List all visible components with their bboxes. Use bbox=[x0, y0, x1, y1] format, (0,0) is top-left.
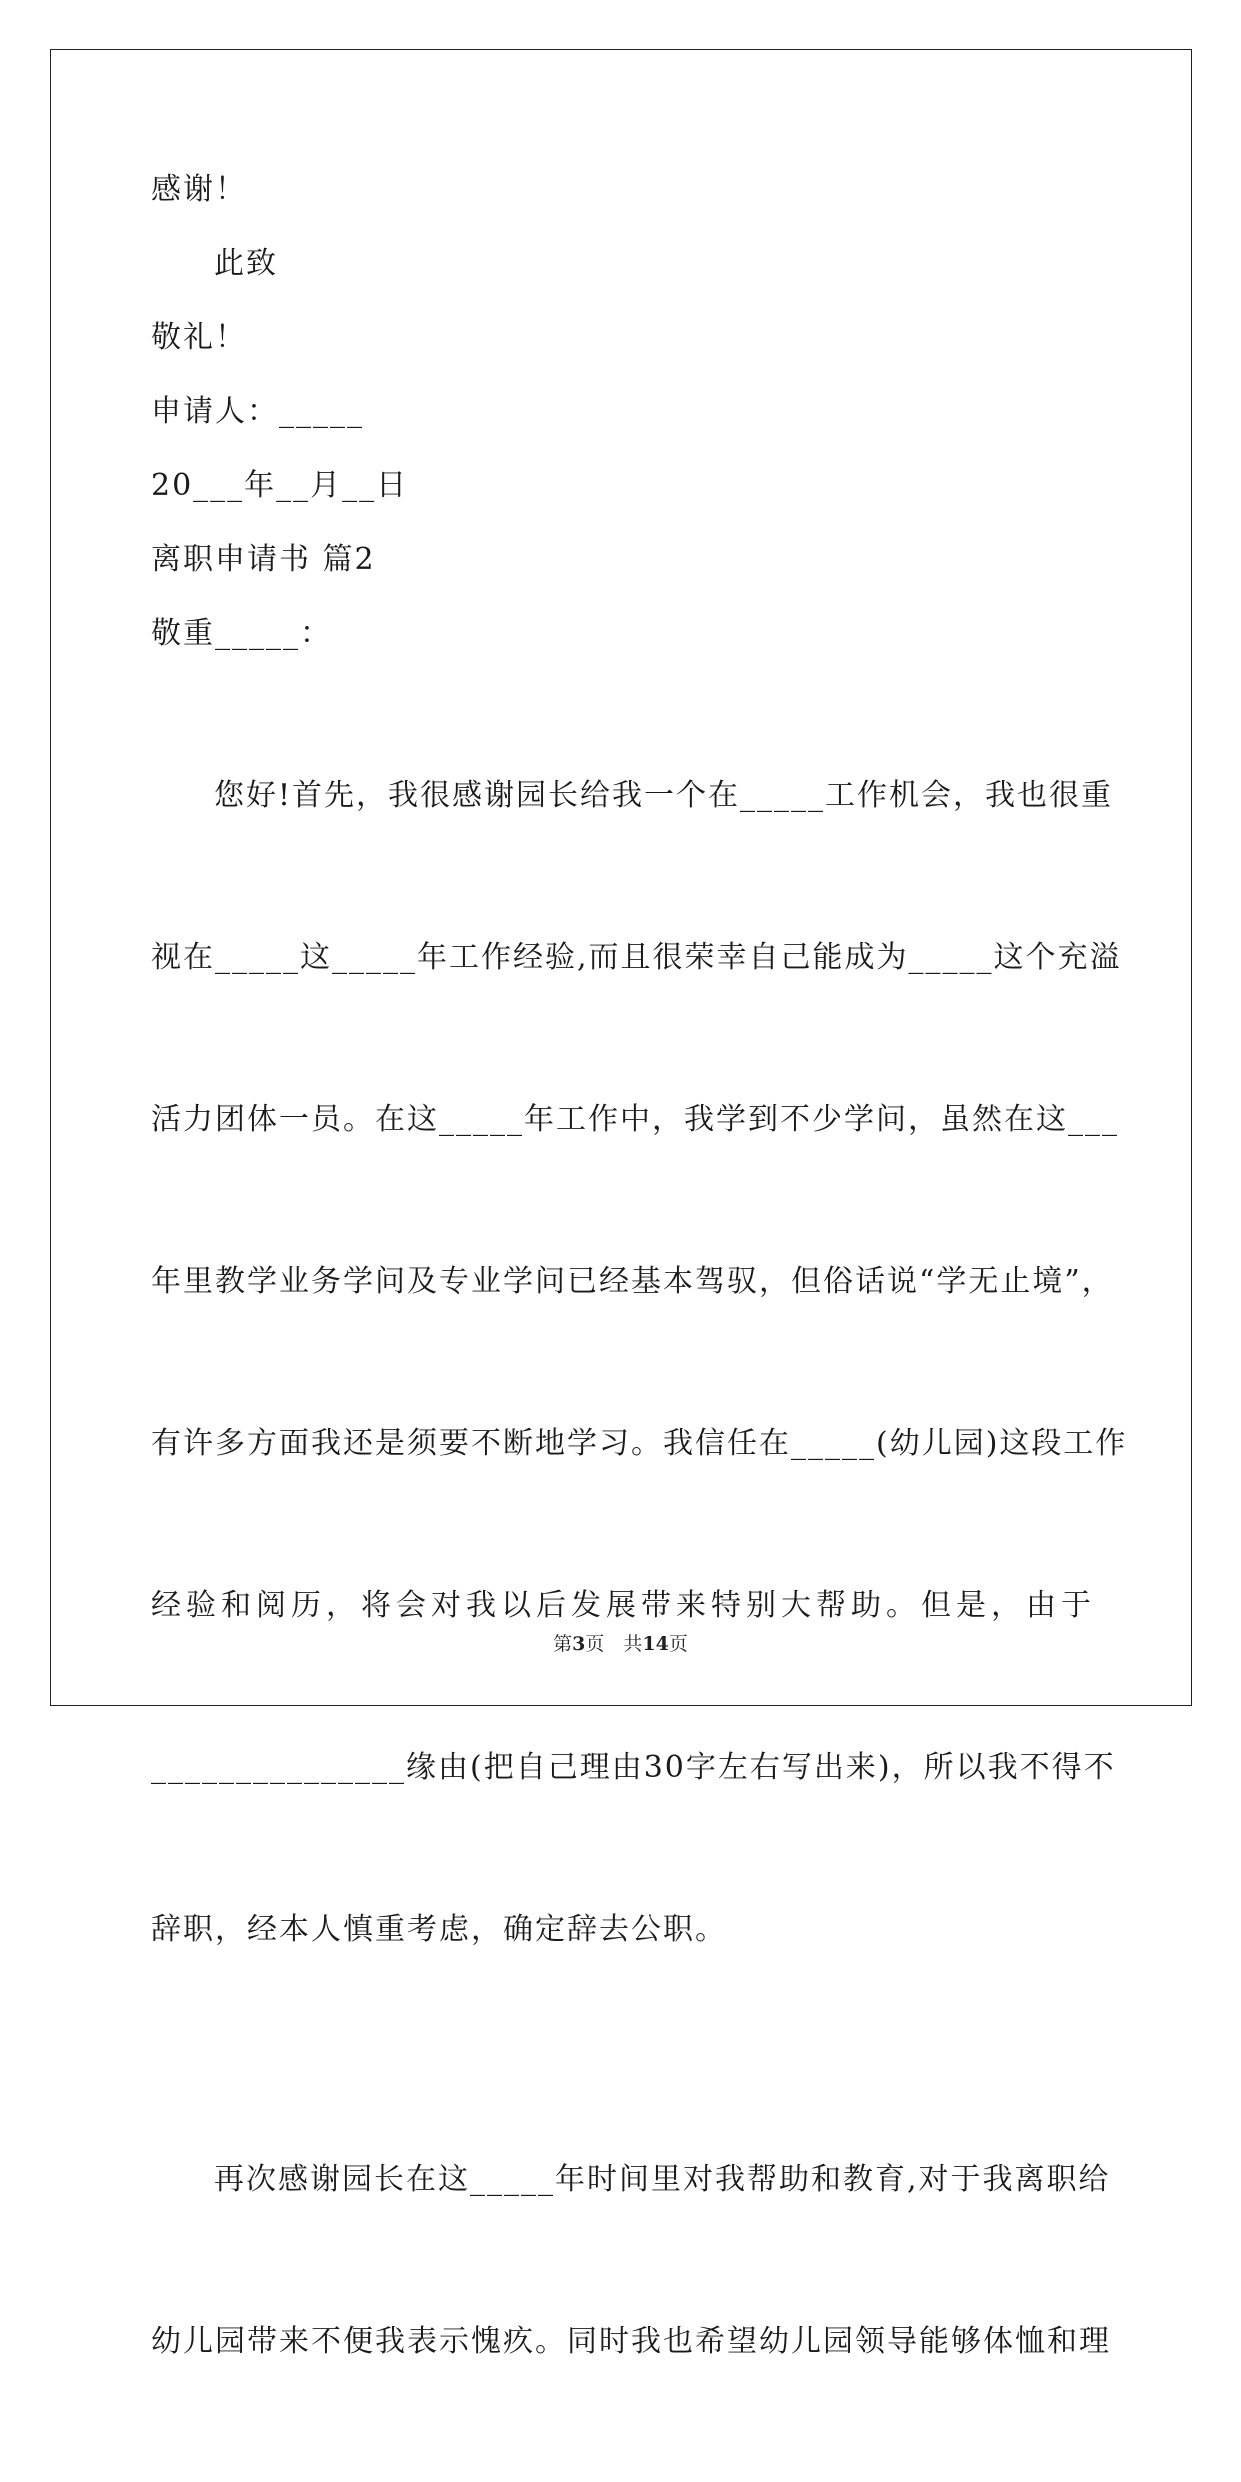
closing-salute: 敬礼！ bbox=[151, 320, 247, 355]
current-page-number: 3 bbox=[572, 1633, 586, 1655]
total-page-count: 14 bbox=[642, 1633, 669, 1655]
addressee-line: 敬重_____： bbox=[151, 616, 332, 651]
document-body bbox=[151, 168, 1128, 2482]
paragraph-line: 视在_____这_____年工作经验,而且很荣幸自己能成为_____这个充溢 bbox=[151, 940, 1122, 975]
paragraph-line: _______________缘由(把自己理由30字左右写出来)，所以我不得不 bbox=[151, 1750, 1116, 1785]
footer-prefix: 第 bbox=[553, 1633, 573, 1655]
page-footer bbox=[0, 1629, 1241, 1656]
paragraph-line: 年里教学业务学问及专业学问已经基本驾驭，但俗话说“学无止境”， bbox=[151, 1264, 1114, 1299]
paragraph-line: 您好!首先，我很感谢园长给我一个在_____工作机会，我也很重 bbox=[214, 778, 1114, 813]
footer-suffix: 页 bbox=[668, 1633, 688, 1655]
paragraph-line: 经验和阅历，将会对我以后发展带来特别大帮助。但是，由于 bbox=[151, 1588, 1093, 1623]
applicant-line: 申请人：_____ bbox=[151, 394, 364, 429]
date-line: 20___年__月__日 bbox=[151, 468, 409, 503]
body-paragraph-1 bbox=[151, 686, 1128, 2070]
section-title: 离职申请书 篇2 bbox=[151, 542, 376, 577]
body-paragraph-2 bbox=[151, 2070, 1111, 2482]
paragraph-line: 辞职，经本人慎重考虑，确定辞去公职。 bbox=[151, 1912, 727, 1947]
paragraph-line: 幼儿园带来不便我表示愧疚。同时我也希望幼儿园领导能够体恤和理 bbox=[151, 2324, 1111, 2359]
closing-greeting: 此致 bbox=[214, 246, 278, 281]
closing-thanks: 感谢！ bbox=[151, 172, 247, 207]
paragraph-line: 再次感谢园长在这_____年时间里对我帮助和教育,对于我离职给 bbox=[214, 2162, 1111, 2197]
paragraph-line: 有许多方面我还是须要不断地学习。我信任在_____(幼儿园)这段工作 bbox=[151, 1426, 1128, 1461]
footer-mid: 页 共 bbox=[585, 1633, 643, 1655]
paragraph-line: 活力团体一员。在这_____年工作中，我学到不少学问，虽然在这___ bbox=[151, 1102, 1119, 1137]
